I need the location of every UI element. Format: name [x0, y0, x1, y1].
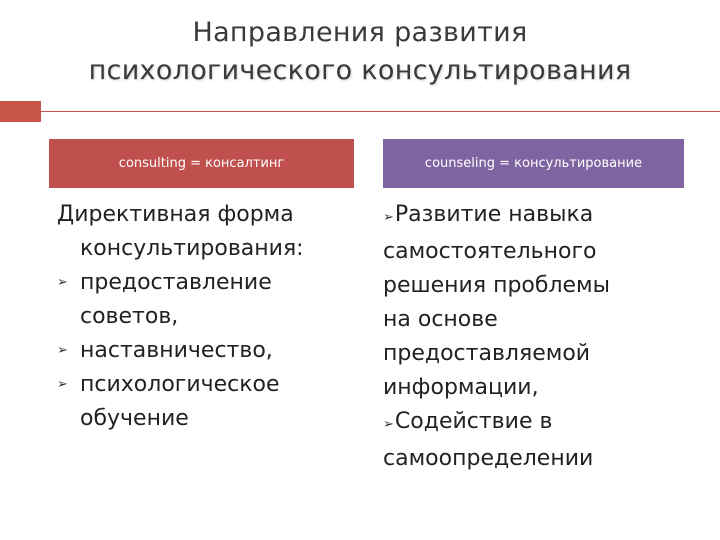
counseling-column [383, 198, 703, 476]
list-item [57, 334, 357, 368]
list-item-line: обучение [80, 406, 189, 431]
list-item-line: предоставляемой [383, 341, 591, 366]
arrow-bullet-icon: ➢ [57, 377, 68, 392]
list-item-line: Развитие навыка [394, 202, 594, 227]
title-line-1: Направления развития [192, 17, 528, 48]
consulting-header [49, 139, 354, 188]
list-item-line: самостоятельного [383, 239, 597, 264]
list-item-line: на основе [383, 307, 498, 332]
consulting-header-label: consulting = консалтинг [118, 156, 285, 171]
list-item-line: советов, [80, 304, 179, 329]
title-line-2: психологического консультирования [88, 55, 632, 86]
intro-line-1: Директивная форма [57, 202, 294, 227]
arrow-bullet-icon: ➢ [57, 275, 68, 290]
counseling-header [383, 139, 684, 188]
list-item [383, 198, 703, 405]
title-rule-horizontal [0, 111, 720, 112]
list-item-line: предоставление [80, 270, 272, 295]
intro-line-2: консультирования: [80, 236, 304, 261]
list-item-line: психологическое [80, 372, 280, 397]
list-item-line: решения проблемы [383, 273, 611, 298]
list-item-line: наставничество, [80, 338, 273, 363]
list-item-line: Содействие в [394, 409, 553, 434]
list-item-line: информации, [383, 375, 539, 400]
page-title [0, 14, 720, 90]
list-item [57, 368, 357, 436]
list-item [383, 405, 703, 476]
counseling-header-label: counseling = консультирование [424, 156, 643, 171]
list-item [57, 266, 357, 334]
consulting-column [57, 198, 357, 436]
list-item-line: самоопределении [383, 446, 594, 471]
arrow-bullet-icon: ➢ [383, 210, 394, 225]
title-rule-vertical [40, 101, 41, 122]
arrow-bullet-icon: ➢ [57, 343, 68, 358]
arrow-bullet-icon: ➢ [383, 417, 394, 432]
